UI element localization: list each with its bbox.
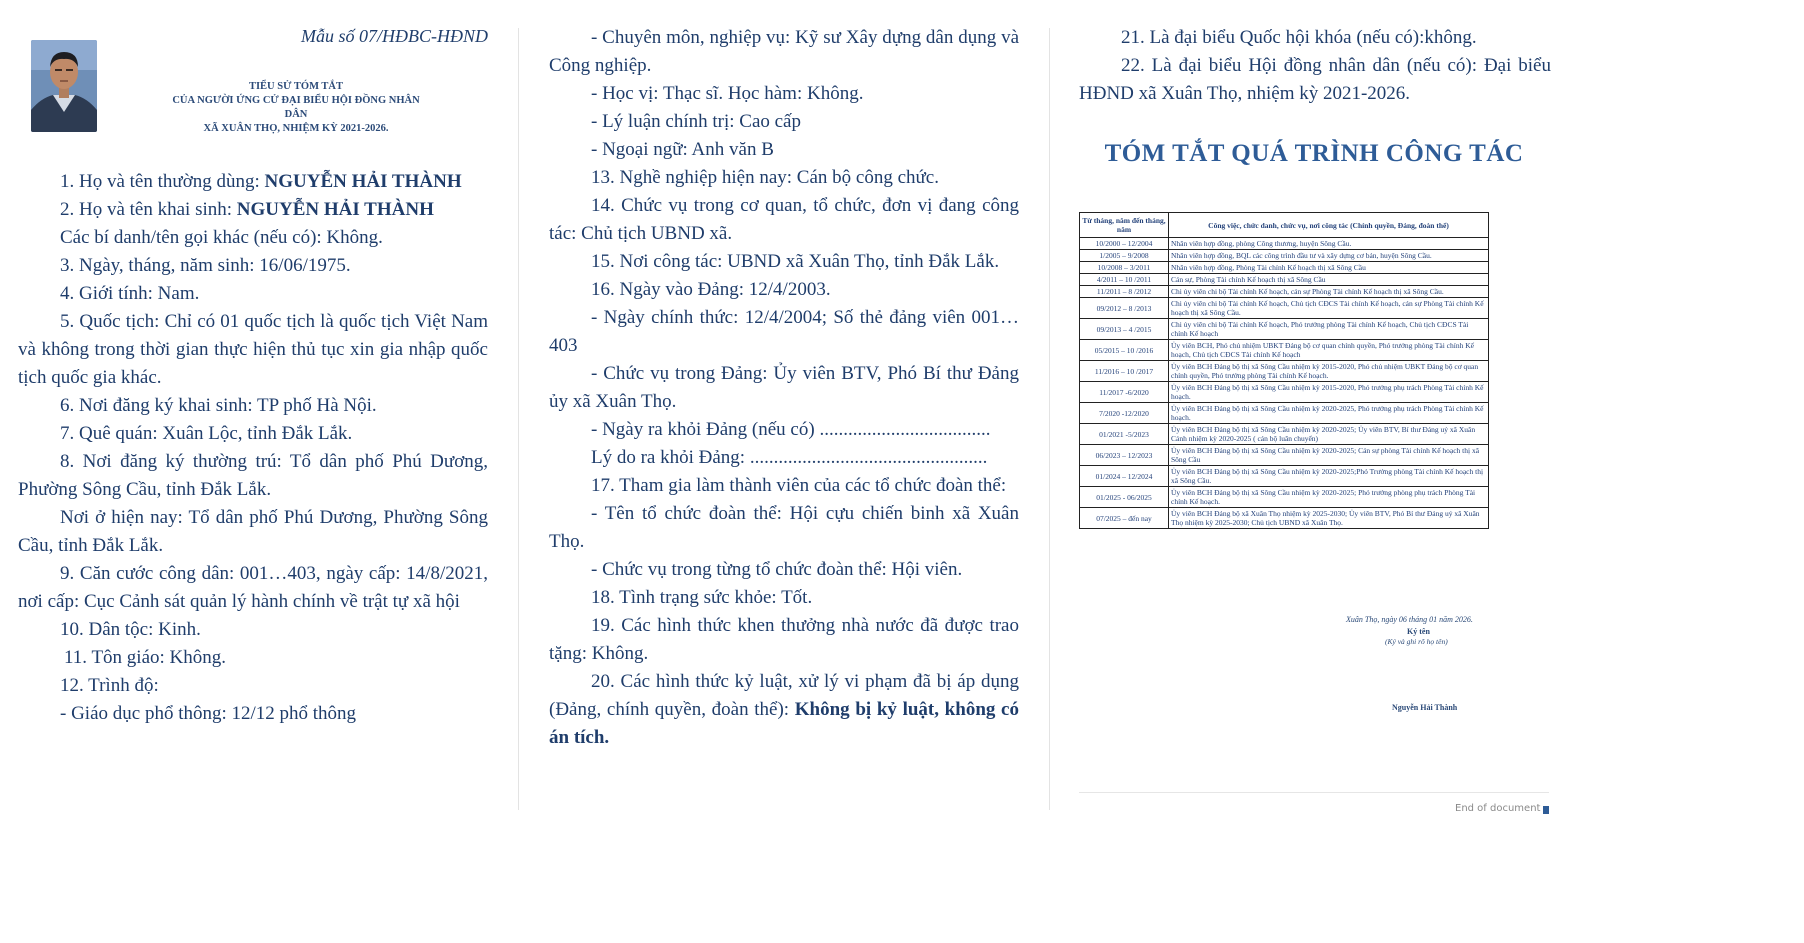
table-row bbox=[1080, 250, 1489, 262]
field-degree: - Học vị: Thạc sĩ. Học hàm: Không. bbox=[591, 83, 864, 104]
row-period: 11/2016 – 10 /2017 bbox=[1080, 361, 1169, 382]
table-row bbox=[1080, 382, 1489, 403]
field-foreign-language: - Ngoại ngữ: Anh văn B bbox=[591, 139, 774, 160]
signature-note: (Ký và ghi rõ họ tên) bbox=[1385, 637, 1448, 646]
header-period: Từ tháng, năm đến tháng, năm bbox=[1080, 213, 1169, 238]
field-education: 12. Trình độ: bbox=[60, 675, 159, 696]
column-divider bbox=[1049, 28, 1050, 810]
representative-info bbox=[1079, 24, 1551, 108]
table-row bbox=[1080, 262, 1489, 274]
row-period: 01/2021 -5/2023 bbox=[1080, 424, 1169, 445]
field-birth-registration: 6. Nơi đăng ký khai sinh: TP phố Hà Nội. bbox=[60, 395, 377, 416]
field-party-leave-reason: Lý do ra khỏi Đảng: .................................................. bbox=[591, 447, 988, 468]
table-row bbox=[1080, 298, 1489, 319]
field-current-residence: Nơi ở hiện nay: Tổ dân phố Phú Dương, Phường Sông Cầu, tỉnh Đắk Lắk. bbox=[18, 507, 488, 556]
row-period: 09/2013 – 4 /2015 bbox=[1080, 319, 1169, 340]
field-workplace: 15. Nơi công tác: UBND xã Xuân Thọ, tỉnh Đắk Lắk. bbox=[591, 251, 1000, 272]
field-national-assembly: 21. Là đại biểu Quốc hội khóa (nếu có):không. bbox=[1121, 27, 1477, 48]
row-period: 1/2005 – 9/2008 bbox=[1080, 250, 1169, 262]
field-occupation: 13. Nghề nghiệp hiện nay: Cán bộ công chức. bbox=[591, 167, 939, 188]
field-permanent-residence: 8. Nơi đăng ký thường trú: Tổ dân phố Phú Dương, Phường Sông Cầu, tỉnh Đắk Lắk. bbox=[18, 451, 488, 500]
end-of-document-label: End of document bbox=[1455, 803, 1541, 814]
field-common-name: 1. Họ và tên thường dùng: NGUYỄN HẢI THÀNH bbox=[60, 171, 462, 192]
field-gender: 4. Giới tính: Nam. bbox=[60, 283, 200, 304]
row-period: 10/2000 – 12/2004 bbox=[1080, 238, 1169, 250]
row-description: Ủy viên BCH Đảng bộ thị xã Sông Cầu nhiệm kỳ 2020-2025, Phó trưởng phụ trách Phòng Tài chính Kế hoạch. bbox=[1169, 403, 1489, 424]
field-organization-position: - Chức vụ trong từng tổ chức đoàn thể: Hội viên. bbox=[591, 559, 963, 580]
field-party-join-date: 16. Ngày vào Đảng: 12/4/2003. bbox=[591, 279, 831, 300]
row-period: 01/2025 - 06/2025 bbox=[1080, 487, 1169, 508]
row-description: Ủy viên BCH Đảng bộ thị xã Sông Cầu nhiệm kỳ 2020-2025; Ủy viên BTV, Bí thư Đảng uỷ xã Xuân Cảnh nhiệm kỳ 2020-2025 ( cán bộ luân chuyển) bbox=[1169, 424, 1489, 445]
table-row bbox=[1080, 361, 1489, 382]
field-organizations: 17. Tham gia làm thành viên của các tổ chức đoàn thể: bbox=[591, 475, 1007, 496]
row-description: Ủy viên BCH, Phó chủ nhiệm UBKT Đảng bộ cơ quan chính quyền, Phó trưởng phòng Tài chính Kế hoạch, Chủ tịch CĐCS Tài chính Kế hoạch bbox=[1169, 340, 1489, 361]
field-birth-name: 2. Họ và tên khai sinh: NGUYỄN HẢI THÀNH bbox=[60, 199, 434, 220]
row-period: 07/2025 – đến nay bbox=[1080, 508, 1169, 529]
field-party-leave-date: - Ngày ra khỏi Đảng (nếu có) .................................... bbox=[591, 419, 991, 440]
field-party-official-date: - Ngày chính thức: 12/4/2004; Số thẻ đảng viên 001…403 bbox=[549, 307, 1019, 356]
field-party-position: - Chức vụ trong Đảng: Ủy viên BTV, Phó Bí thư Đảng ủy xã Xuân Thọ. bbox=[549, 363, 1019, 412]
row-description: Nhân viên hợp đồng, BQL các công trình đầu tư và xây dựng cơ bản, huyện Sông Cầu. bbox=[1169, 250, 1489, 262]
table-row bbox=[1080, 508, 1489, 529]
row-period: 11/2011 – 8 /2012 bbox=[1080, 286, 1169, 298]
field-ethnicity: 10. Dân tộc: Kinh. bbox=[60, 619, 201, 640]
field-political-theory: - Lý luận chính trị: Cao cấp bbox=[591, 111, 801, 132]
row-description: Chi ủy viên chi bộ Tài chính Kế hoạch, Phó trưởng phòng Tài chính Kế hoạch, Chủ tịch CĐCS Tài chính Kế hoạch bbox=[1169, 319, 1489, 340]
table-header-row bbox=[1080, 213, 1489, 238]
row-description: Ủy viên BCH Đảng bộ thị xã Sông Cầu nhiệm kỳ 2015-2020, Phó chủ nhiệm UBKT Đảng bộ cơ quan chính quyền, Phó trưởng phòng Tài chính Kế hoạch. bbox=[1169, 361, 1489, 382]
column-1 bbox=[18, 0, 488, 943]
header-description: Công việc, chức danh, chức vụ, nơi công tác (Chính quyền, Đảng, đoàn thể) bbox=[1169, 213, 1489, 238]
field-discipline: 20. Các hình thức kỷ luật, xử lý vi phạm đã bị áp dụng (Đảng, chính quyền, đoàn thể): Không bị kỷ luật, không có án tích. bbox=[549, 671, 1019, 748]
field-specialty: - Chuyên môn, nghiệp vụ: Kỹ sư Xây dựng dân dụng và Công nghiệp. bbox=[549, 27, 1019, 76]
row-period: 10/2008 – 3/2011 bbox=[1080, 262, 1169, 274]
row-description: Ủy viên BCH Đảng bộ thị xã Sông Cầu nhiệm kỳ 2020-2025; Cán sự phòng Tài chính Kế hoạch thị xã Sông Cầu bbox=[1169, 445, 1489, 466]
personal-info bbox=[18, 168, 488, 728]
document-heading: TIỂU SỬ TÓM TẮT CỦA NGƯỜI ỨNG CỬ ĐẠI BIỂU HỘI ĐỒNG NHÂN DÂN XÃ XUÂN THỌ, NHIỆM KỲ 2021-2026. bbox=[172, 81, 420, 134]
field-position: 14. Chức vụ trong cơ quan, tổ chức, đơn vị đang công tác: Chủ tịch UBND xã. bbox=[549, 195, 1019, 244]
row-description: Nhân viên hợp đồng, Phòng Tài chính Kế hoạch thị xã Sông Cầu bbox=[1169, 262, 1489, 274]
form-number: Mẫu số 07/HĐBC-HĐND bbox=[301, 26, 488, 46]
signer-name: Nguyễn Hải Thành bbox=[1392, 703, 1458, 712]
work-history-table bbox=[1079, 212, 1489, 529]
row-description: Ủy viên BCH Đảng bộ thị xã Sông Cầu nhiệm kỳ 2020-2025;Phó Trưởng phòng Tài chính Kế hoạch thị xã Sông Cầu. bbox=[1169, 466, 1489, 487]
field-id-card: 9. Căn cước công dân: 001…403, ngày cấp: 14/8/2021, nơi cấp: Cục Cảnh sát quản lý hành chính về trật tự xã hội bbox=[18, 563, 488, 612]
portrait-photo bbox=[31, 40, 97, 132]
table-row bbox=[1080, 238, 1489, 250]
column-2 bbox=[549, 0, 1019, 943]
field-hometown: 7. Quê quán: Xuân Lộc, tỉnh Đắk Lắk. bbox=[60, 423, 353, 444]
row-period: 09/2012 – 8 /2013 bbox=[1080, 298, 1169, 319]
end-marker-icon bbox=[1543, 806, 1549, 814]
row-period: 4/2011 – 10 /2011 bbox=[1080, 274, 1169, 286]
table-row bbox=[1080, 445, 1489, 466]
table-row bbox=[1080, 403, 1489, 424]
row-description: Ủy viên BCH Đảng bộ thị xã Sông Cầu nhiệm kỳ 2015-2020, Phó trưởng phụ trách Phòng Tài chính Kế hoạch. bbox=[1169, 382, 1489, 403]
field-people-council: 22. Là đại biểu Hội đồng nhân dân (nếu có): Đại biểu HĐND xã Xuân Thọ, nhiệm kỳ 2021-2026. bbox=[1079, 55, 1551, 104]
signature-label: Ký tên bbox=[1407, 627, 1430, 636]
row-description: Chi ủy viên chi bộ Tài chính Kế hoạch, cán sự Phòng Tài chính Kế hoạch thị xã Sông Cầu. bbox=[1169, 286, 1489, 298]
row-period: 05/2015 – 10 /2016 bbox=[1080, 340, 1169, 361]
table-row bbox=[1080, 466, 1489, 487]
row-period: 06/2023 – 12/2023 bbox=[1080, 445, 1169, 466]
table-row bbox=[1080, 424, 1489, 445]
column-divider bbox=[518, 28, 519, 810]
column-3 bbox=[1079, 0, 1551, 943]
row-description: Cán sự, Phòng Tài chính Kế hoạch thị xã Sông Cầu bbox=[1169, 274, 1489, 286]
footer-divider bbox=[1079, 792, 1549, 793]
field-alias: Các bí danh/tên gọi khác (nếu có): Không. bbox=[60, 227, 383, 248]
row-period: 01/2024 – 12/2024 bbox=[1080, 466, 1169, 487]
field-general-education: - Giáo dục phổ thông: 12/12 phổ thông bbox=[60, 703, 357, 724]
row-description: Nhân viên hợp đồng, phòng Công thương, huyện Sông Cầu. bbox=[1169, 238, 1489, 250]
signature-place-date: Xuân Thọ, ngày 06 tháng 01 năm 2026. bbox=[1346, 615, 1473, 624]
row-period: 11/2017 -6/2020 bbox=[1080, 382, 1169, 403]
work-history-title: TÓM TẮT QUÁ TRÌNH CÔNG TÁC bbox=[1104, 140, 1524, 167]
field-birth-date: 3. Ngày, tháng, năm sinh: 16/06/1975. bbox=[60, 255, 351, 276]
field-nationality: 5. Quốc tịch: Chỉ có 01 quốc tịch là quốc tịch Việt Nam và không trong thời gian thực hiện thủ tục xin gia nhập quốc tịch quốc gia khác. bbox=[18, 311, 488, 388]
table-row bbox=[1080, 340, 1489, 361]
professional-info bbox=[549, 24, 1019, 752]
table-row bbox=[1080, 487, 1489, 508]
field-health: 18. Tình trạng sức khỏe: Tốt. bbox=[591, 587, 813, 608]
field-organization-name: - Tên tổ chức đoàn thể: Hội cựu chiến binh xã Xuân Thọ. bbox=[549, 503, 1019, 552]
field-religion: 11. Tôn giáo: Không. bbox=[64, 647, 227, 668]
row-description: Ủy viên BCH Đảng bộ thị xã Sông Cầu nhiệm kỳ 2020-2025; Phó trưởng phòng phụ trách Phòng Tài chính Kế hoạch. bbox=[1169, 487, 1489, 508]
table-body bbox=[1080, 238, 1489, 529]
table-row bbox=[1080, 274, 1489, 286]
field-awards: 19. Các hình thức khen thưởng nhà nước đã được trao tặng: Không. bbox=[549, 615, 1019, 664]
row-description: Chi ủy viên chi bộ Tài chính Kế hoạch, Chủ tịch CĐCS Tài chính Kế hoạch, cán sự Phòng Tài chính Kế hoạch thị xã Sông Cầu. bbox=[1169, 298, 1489, 319]
table-row bbox=[1080, 319, 1489, 340]
row-description: Ủy viên BCH Đảng bộ xã Xuân Thọ nhiệm kỳ 2025-2030; Ủy viên BTV, Phó Bí thư Đảng uỷ xã Xuân Thọ nhiệm kỳ 2025-2030; Chủ tịch UBND xã Xuân Thọ. bbox=[1169, 508, 1489, 529]
row-period: 7/2020 -12/2020 bbox=[1080, 403, 1169, 424]
table-row bbox=[1080, 286, 1489, 298]
